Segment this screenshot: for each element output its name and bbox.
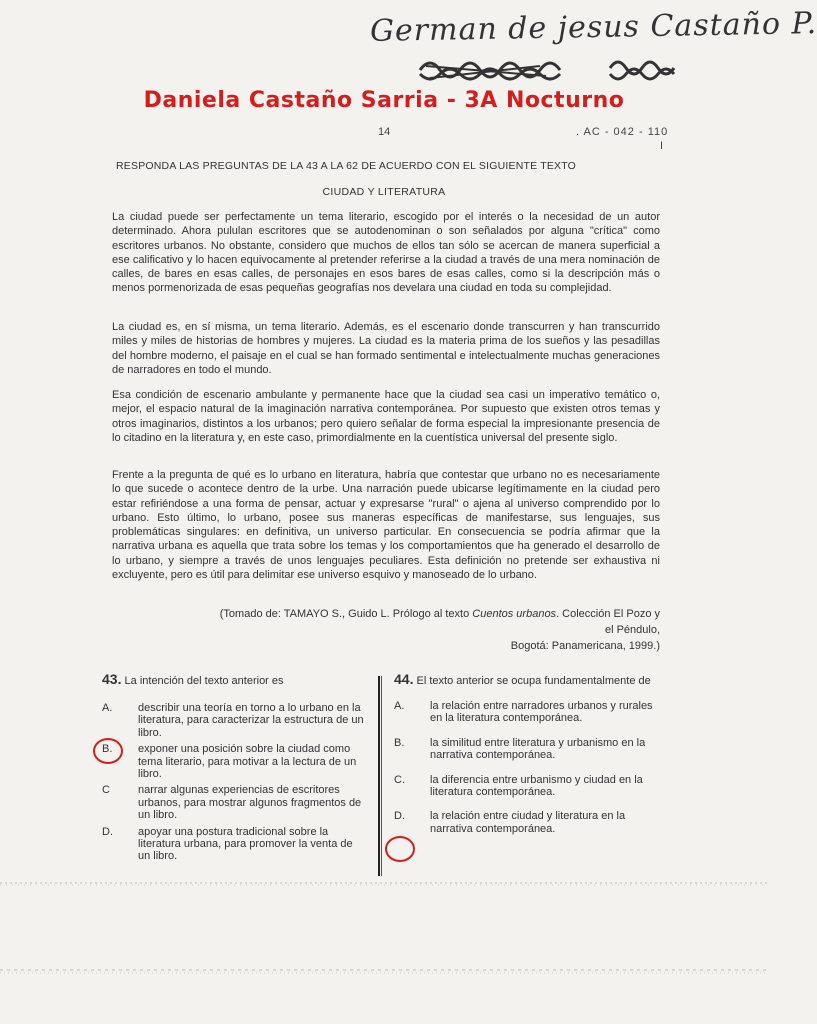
text-title: CIUDAD Y LITERATURA <box>322 186 446 198</box>
exam-code: . AC - 042 - 110 <box>576 126 669 138</box>
question-number: 44. <box>394 671 414 687</box>
question-44 <box>394 672 656 835</box>
question-43 <box>102 672 364 863</box>
source-book-title: Cuentos urbanos <box>472 608 557 620</box>
column-divider-shadow <box>381 676 382 876</box>
question-text: La intención del texto anterior es <box>124 675 284 687</box>
exam-code-mark: I <box>660 140 664 152</box>
option-letter: C. <box>394 773 405 786</box>
option-letter: D. <box>102 825 113 838</box>
source-line-2: Bogotá: Panamericana, 1999.) <box>510 640 660 652</box>
option-text: la similitud entre literatura y urbanismo en la narrativa contemporánea. <box>430 736 646 762</box>
instructions: RESPONDA LAS PREGUNTAS DE LA 43 A LA 62 DE ACUERDO CON EL SIGUIENTE TEXTO <box>116 160 577 172</box>
paragraph-1: La ciudad puede ser perfectamente un tema literario, escogido por el interés o la necesidad de un autor determinado. Ahora pululan escritores que se autodenominan o son señalados por alguna "crítica" como escritores urbanos. No obstante, considero que muchos de ellos tan sólo se acercan de manera superficial a ese calificativo y lo hacen equivocamente al pretender referirse a la ciudad a través de una mera nominación de calles, de bares en esas calles, de personajes en esos bares de esas calles, como si la descripción más o menos pormenorizada de esas pequeñas geografías nos develara una ciudad en toda su complejidad. <box>112 211 660 295</box>
question-number: 43. <box>102 671 122 687</box>
page-number: 14 <box>378 126 391 138</box>
source-citation <box>210 606 660 654</box>
option-letter: D. <box>394 810 405 823</box>
option-c[interactable] <box>102 784 364 821</box>
question-stem <box>394 672 656 688</box>
scribble-scratch-out <box>0 48 768 88</box>
option-text: la relación entre narradores urbanos y rurales en la literatura contemporánea. <box>430 700 653 725</box>
option-letter: A. <box>394 700 405 712</box>
option-text: describir una teoría en torno a lo urbano en la literatura, para caracterizar la estructura de un libro. <box>138 702 364 739</box>
option-a[interactable] <box>102 702 364 739</box>
paragraph-2: La ciudad es, en sí misma, un tema literario. Además, es el escenario donde transcurren y han transcurrido miles y miles de historias de hombres y mujeres. La ciudad es la materia prima de los sueños y las pesadillas del hombre moderno, el paisaje en el cual se han formado sentimental e intelectualmente muchas generaciones de narradores en todo el mundo. <box>112 321 660 376</box>
option-letter: B. <box>394 736 405 749</box>
source-prefix: (Tomado de: TAMAYO S., Guido L. Prólogo al texto <box>219 608 473 620</box>
scan-noise-band <box>0 966 768 976</box>
option-c[interactable] <box>394 774 656 799</box>
option-letter: C <box>102 784 110 797</box>
option-letter: A. <box>102 702 113 714</box>
answer-circle-43 <box>93 738 123 764</box>
source-suffix: . Colección El Pozo y el Péndulo, <box>556 608 660 636</box>
option-b[interactable] <box>102 743 364 780</box>
answer-circle-44 <box>385 836 415 862</box>
student-name-banner: Daniela Castaño Sarria - 3A Nocturno <box>143 88 625 113</box>
option-text: exponer una posición sobre la ciudad como tema literario, para motivar a la lectura de un libro. <box>138 743 357 781</box>
paragraph-3: Esa condición de escenario ambulante y permanente hace que la ciudad sea casi un imperativo temático o, mejor, el espacio natural de la imaginación narrativa contemporánea. Por supuesto que existen otros temas y otros imaginarios, distintos a los urbanos; pero quiero señalar de forma especial la impresionante presencia de lo citadino en la literatura y, en este caso, primordialmente en la cuentística universal del presente siglo. <box>112 389 660 444</box>
question-stem <box>102 672 364 688</box>
option-d[interactable] <box>102 826 364 863</box>
option-text: narrar algunas experiencias de escritores urbanos, para mostrar algunos fragmentos de un libro. <box>138 784 362 822</box>
scan-noise-band <box>0 878 768 888</box>
option-d[interactable] <box>394 810 656 835</box>
question-text: El texto anterior se ocupa fundamentalmente de <box>416 675 651 687</box>
option-text: apoyar una postura tradicional sobre la literatura urbana, para promover la venta de un libro. <box>138 825 353 863</box>
handwritten-name: German de jesus Castaño P. <box>369 6 817 49</box>
option-letter: B. <box>102 743 113 756</box>
column-divider <box>378 676 380 876</box>
option-text: la diferencia entre urbanismo y ciudad en la literatura contemporánea. <box>430 773 643 799</box>
option-a[interactable] <box>394 700 656 725</box>
option-b[interactable] <box>394 737 656 762</box>
option-text: la relación entre ciudad y literatura en la narrativa contemporánea. <box>430 810 626 835</box>
paragraph-4: Frente a la pregunta de qué es lo urbano en literatura, habría que contestar que urbano no es necesariamente lo que sucede o acontece dentro de la urbe. Una narración puede ubicarse legítimamente en la ciudad pero estar refiriéndose a una forma de pensar, actuar y expresarse "rural" o ajena al universo comprendido por lo urbano. Esto último, lo urbano, posee sus maneras específicas de manifestarse, sus lenguajes, sus problemáticas singulares: en definitiva, un universo particular. En consecuencia se podría afirmar que la narrativa urbana es aquella que trata sobre los temas y los comportamientos que ha generado el desarrollo de lo urbano, y siempre a través de unos lenguajes peculiares. Esta definición no pretende ser exhaustiva ni excluyente, pero es útil para delimitar ese universo esquivo y manoseado de lo urbano. <box>112 469 660 582</box>
